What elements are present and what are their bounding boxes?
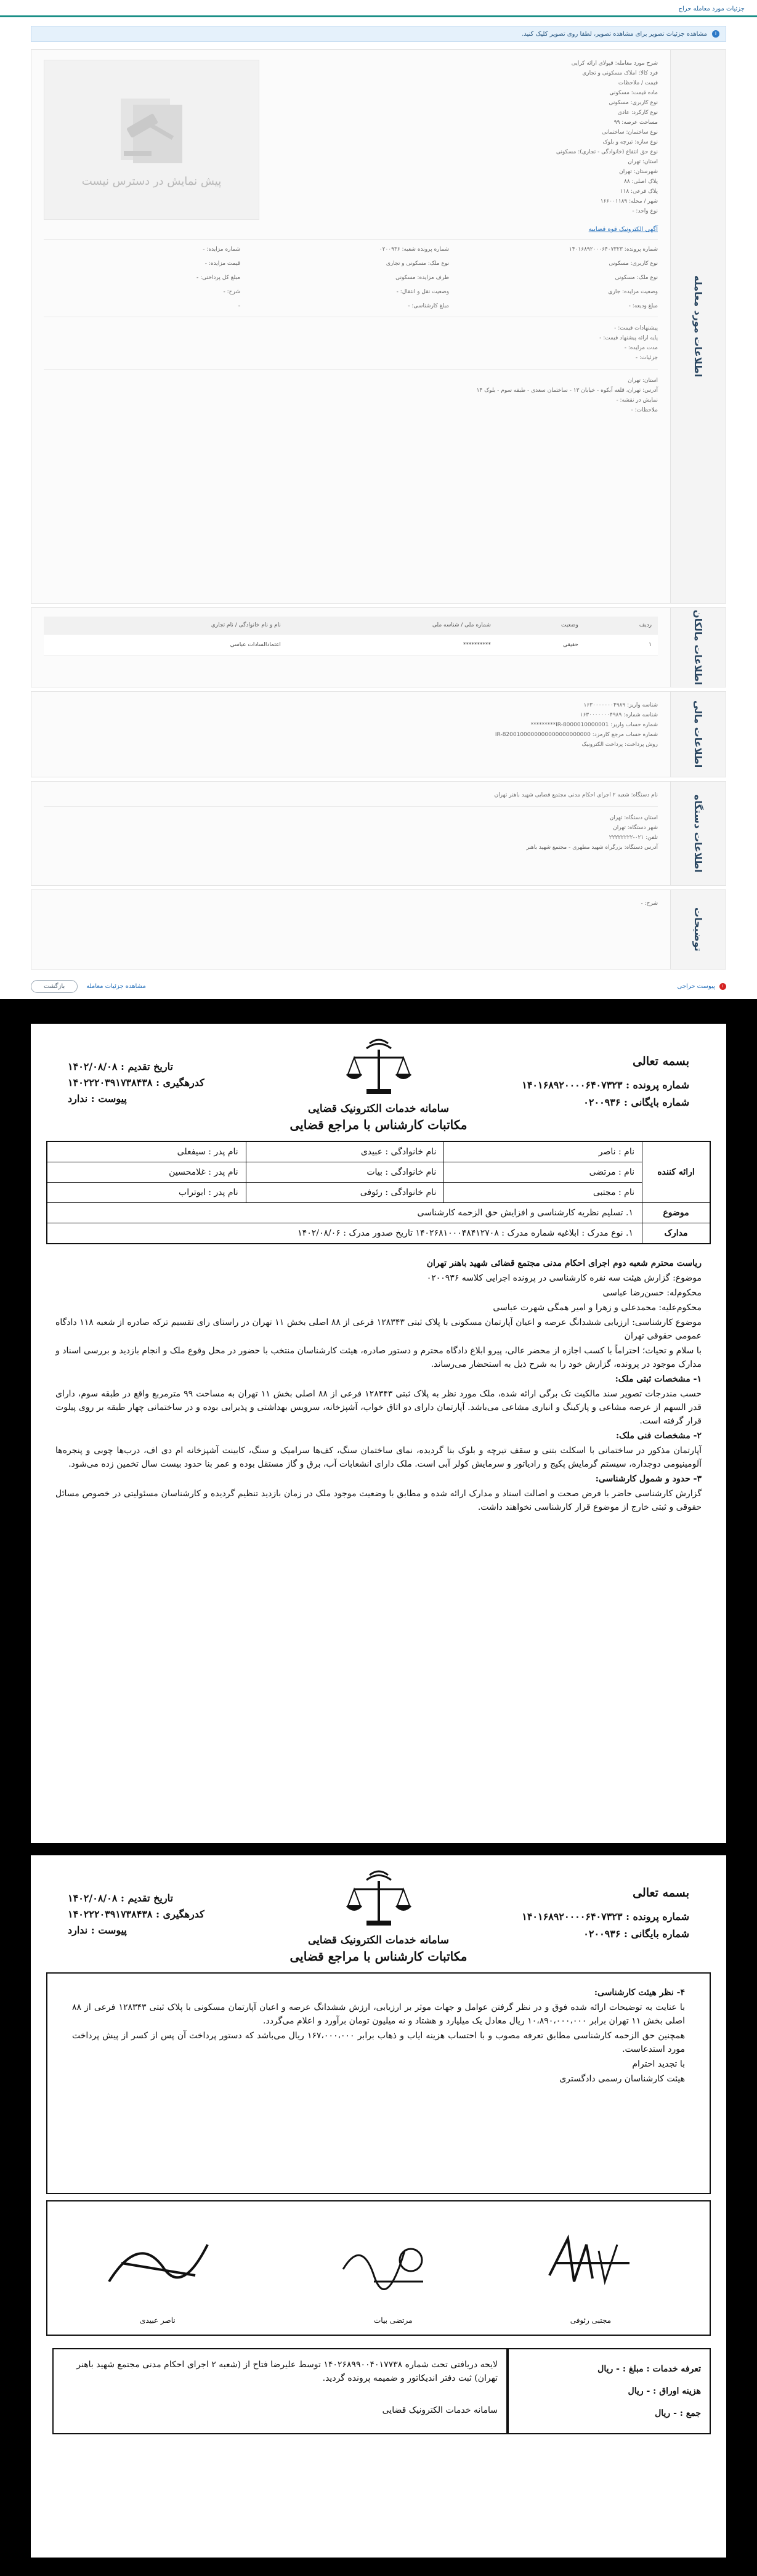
table-cell: حقیقی	[497, 634, 585, 656]
paragraph: ۲- مشخصات فنی ملک:	[616, 1431, 702, 1441]
document-page-2	[31, 1855, 726, 2558]
column-header: نام و نام خانوادگی / نام تجاری	[44, 617, 287, 634]
paragraph: محکوم‌علیه: محمدعلی و زهرا و امیر همگی شهرت عباسی	[493, 1303, 702, 1313]
grid-cell: شماره مزایده: -	[203, 246, 240, 253]
announcement-link[interactable]: آگهی الکترونیک قوه قضاییه	[588, 226, 658, 233]
submitters-grid	[47, 1142, 642, 1202]
signatures-box	[46, 2200, 711, 2336]
receipt-row	[46, 2348, 711, 2434]
person-cell: نام : مجتبی	[443, 1183, 642, 1202]
row-label: موضوع	[642, 1203, 710, 1223]
section-title	[670, 50, 726, 603]
signature-1-icon	[543, 2226, 636, 2300]
item-line: نوع واحد: -	[632, 208, 658, 214]
address-line: نمایش در نقشه: -	[616, 397, 658, 403]
item-line: شهر / محله: ۱۶۶۰۰۱۱۸۹	[600, 198, 658, 205]
person-cell: نام پدر : ابوتراب	[179, 1188, 238, 1197]
paragraph: ۱- مشخصات ثبتی ملک:	[615, 1374, 702, 1384]
financial-line: شناسه واریز: ۱۶۳۰۰۰۰۰۰۰۴۹۸۹	[583, 702, 658, 708]
archive-number: شماره بایگانی : ۰۲۰۰۹۳۶	[583, 1096, 689, 1108]
submitter-row	[47, 1142, 710, 1203]
breadcrumb-text: جزئیات مورد معامله حراج	[678, 6, 745, 12]
subject-row	[47, 1203, 710, 1223]
section-title-text: اطلاعات مالی	[692, 700, 704, 768]
person-cell: نام خانوادگی : رئوفی	[246, 1183, 444, 1202]
section-financial	[31, 691, 726, 777]
paragraph: حسب مندرجات تصویر سند مالکیت تک برگی ارائه شده، ملک مورد نظر به پلاک ثبتی ۱۲۸۳۴۳ فرعی از ۸۸ اصلی بخش ۱۱ تهران به مساحت ۹۹ مترمربع واقع در طبقه سوم، دارای قدر السهم از عرصه مشاعی و پارکینگ و انباری مشاعی می‌باشد. آپارتمان دارای دو اتاق خواب، آشپزخانه، سرویس بهداشتی و پذیرایی بوده و در ساختمانی چهار طبقه بر روی پیلوت قرار گرفته است.	[55, 1389, 702, 1426]
address-line: ملاحظات: -	[631, 407, 658, 413]
attachment-note: پیوست : ندارد	[68, 1924, 127, 1936]
file-number: شماره پرونده : ۱۴۰۱۶۸۹۲۰۰۰۰۶۴۰۷۳۲۳	[522, 1079, 689, 1091]
divider	[44, 806, 658, 807]
financial-line: روش پرداخت: پرداخت الکترونیک	[581, 742, 658, 748]
signer-name: مجتبی رئوفی	[570, 2316, 611, 2325]
submit-date: تاریخ تقدیم : ۱۴۰۲/۰۸/۰۸	[68, 1061, 173, 1072]
signer-name: ناصر عبیدی	[140, 2316, 176, 2325]
attachments-link[interactable]	[677, 983, 726, 990]
info-icon: i	[712, 30, 719, 38]
document-info-table	[46, 1141, 711, 1244]
paragraph: با سلام و تحیات؛ احتراماً با کسب اجازه از محضر عالی، پیرو ابلاغ دادگاه محترم و دستور صادره، هیئت کارشناسان منتخب با حضور در محل وقوع ملک و انجام بازدید و بررسی اسناد و مدارک موجود در پرونده، گزارش خود را به شرح ذیل به استحضار می‌رساند.	[55, 1346, 702, 1369]
notes-text: شرح: -	[641, 901, 658, 907]
person-cell: نام : ناصر	[443, 1142, 642, 1162]
gavel-icon	[108, 92, 195, 166]
financial-line: شماره حساب مرجع کارمزد: IR-8200100000000000000000000	[495, 732, 658, 738]
column-header: وضعیت	[497, 617, 585, 634]
tracking-code: کدرهگیری : ۱۴۰۲۲۲۰۳۹۱۷۳۸۴۳۸	[68, 1908, 204, 1920]
section-title-text: اطلاعات مورد معامله	[692, 275, 704, 378]
section-title-text: اطلاعات دستگاه	[692, 794, 704, 873]
section-body	[31, 50, 670, 603]
item-image-placeholder[interactable]	[44, 60, 259, 220]
section-item-info	[31, 49, 726, 604]
financial-line: شناسه شماره: ۱۶۳۰۰۰۰۰۰۰۴۹۸۹	[580, 712, 658, 718]
justice-scale-icon	[342, 1036, 416, 1098]
signature-3-icon	[103, 2226, 214, 2300]
document-body	[31, 1244, 726, 1528]
fee-line: جمع : - ریال	[655, 2408, 701, 2418]
section-title	[670, 608, 726, 687]
item-line: پلاک اصلی: ۸۸	[624, 179, 658, 185]
attachments-count-badge: ۱	[719, 983, 726, 990]
person-cell: نام پدر : غلامحسین	[47, 1162, 246, 1183]
financial-line: شماره حساب واریز: IR-8000010000001*********	[530, 722, 658, 728]
section-title	[670, 692, 726, 777]
footer-actions	[31, 978, 726, 994]
paragraph: گزارش کارشناسی حاضر با فرض صحت و اصالت اسناد و مدارک ارائه شده و مطابق با وضعیت موجود ملک در زمان بازدید تنظیم گردیده و کارشناسان مسئولیتی در خصوص مسائل حقوقی و ثبتی خارج از موضوع قرار کارشناسی نخواهند داشت.	[55, 1489, 702, 1512]
org-name: سامانه خدمات الکترونیک قضایی	[307, 1934, 450, 1946]
paragraph: موضوع کارشناسی: ارزیابی ششدانگ عرصه و اعیان آپارتمان مسکونی با پلاک ثبتی ۱۲۸۳۴۳ فرعی از ۸۸ اصلی بخش ۱۱ تهران در راستای رای تقسیم ترکه صادره از شعبه ۱۱۸ دادگاه عمومی حقوقی تهران	[55, 1318, 702, 1341]
fees-box	[508, 2348, 711, 2434]
file-number: شماره پرونده : ۱۴۰۱۶۸۹۲۰۰۰۰۶۴۰۷۳۲۳	[522, 1911, 689, 1922]
submit-date: تاریخ تقدیم : ۱۴۰۲/۰۸/۰۸	[68, 1892, 173, 1904]
paragraph: با عنایت به توضیحات ارائه شده فوق و در نظر گرفتن عوامل و جهات موثر بر ارزیابی، ارزش ششدانگ عرصه و اعیان آپارتمان مسکونی با پلاک ثبتی ۱۲۸۳۴۳ فرعی از ۸۸ اصلی بخش ۱۱ تهران برابر ۱۰،۸۹۰،۰۰۰،۰۰۰ ریال معادل یک میلیارد و هشتاد و نه میلیون تومان برآورد و اعلام می‌گردد.	[72, 2003, 685, 2026]
agency-line: تلفن: ۰۲۱-۲۲۲۲۲۲۲۲	[609, 835, 658, 841]
item-line: استان: تهران	[628, 159, 658, 165]
justice-scale-icon	[342, 1868, 416, 1929]
tracking-code: کدرهگیری : ۱۴۰۲۲۲۰۳۹۱۷۳۸۴۳۸	[68, 1077, 204, 1088]
column-header: ردیف	[585, 617, 658, 634]
grid-cell: نوع ملک: مسکونی و تجاری	[386, 261, 449, 267]
table-cell: ۱	[585, 634, 658, 656]
row-value: ۱. تسلیم نظریه کارشناسی و افزایش حق الزحمه کارشناسی	[417, 1208, 633, 1218]
document-header	[31, 1024, 726, 1135]
attachment-note: پیوست : ندارد	[68, 1093, 127, 1104]
image-placeholder-text: پیش نمایش در دسترس نیست	[81, 174, 222, 188]
person-cell: نام پدر : سیفعلی	[47, 1142, 246, 1162]
agency-line: شهر دستگاه: تهران	[613, 825, 658, 831]
divider	[44, 239, 658, 240]
divider	[44, 369, 658, 370]
documents-row	[47, 1223, 710, 1243]
paragraph: موضوع: گزارش هیئت سه نفره کارشناسی در پرونده اجرایی کلاسه ۰۲۰۰۹۳۶	[426, 1273, 702, 1283]
section-title-text: اطلاعات مالکان	[692, 609, 704, 686]
row-value	[47, 1142, 642, 1202]
agency-line: آدرس دستگاه: بزرگراه شهید مطهری - مجتمع شهید باهنر	[526, 844, 658, 851]
section-owners	[31, 607, 726, 687]
item-line: پلاک فرعی: ۱۱۸	[620, 188, 658, 195]
info-alert	[31, 26, 726, 42]
paragraph: با تجدید احترام	[632, 2059, 685, 2069]
paragraph: ریاست محترم شعبه دوم اجرای احکام مدنی مجتمع قضائی شهید باهنر تهران	[426, 1258, 702, 1268]
table-header-row	[44, 617, 658, 634]
grid-cell: قیمت مزایده: -	[204, 261, 240, 267]
section-title-text: توضیحات	[692, 907, 704, 952]
paragraph: محکوم‌له: حسن‌رضا عباسی	[602, 1288, 702, 1298]
grid-cell: شماره پرونده شعبه: ۰۲۰۰۹۳۶	[379, 246, 449, 253]
document-header	[31, 1855, 726, 1966]
fee-line: تعرفه خدمات : مبلغ : - ریال	[597, 2364, 701, 2374]
agency-line: نام دستگاه: شعبه ۲ اجرای احکام مدنی مجتمع قضایی شهید باهنر تهران	[494, 792, 658, 798]
price-line: جزئیات: -	[635, 355, 658, 361]
bismillah: بسمه تعالی	[633, 1055, 689, 1068]
document-viewer	[0, 999, 757, 2576]
column-header: شماره ملی / شناسه ملی	[287, 617, 497, 634]
org-subtitle: مکاتبات کارشناس با مراجع قضایی	[289, 1949, 468, 1964]
price-line: مدت مزایده: -	[624, 345, 658, 351]
grid-cell: مبلغ کل پرداختی: -	[196, 275, 240, 281]
section-body	[31, 890, 670, 969]
back-button[interactable]: بازگشت	[31, 980, 78, 993]
receipt-signature: سامانه خدمات الکترونیک قضایی	[382, 2405, 498, 2415]
address-line: آدرس: تهران، قلعه آبکوه - خیابان ۱۳ - ساختمان سعدی - طبقه سوم - بلوک ۱۴	[476, 387, 658, 394]
grid-cell: شماره پرونده: ۱۴۰۱۶۸۹۲۰۰۰۶۴۰۷۳۲۳	[569, 246, 658, 253]
person-cell: نام خانوادگی : عبیدی	[246, 1142, 444, 1162]
receipt-text: لایحه دریافتی تحت شماره ۱۴۰۲۶۸۹۹۰۰۴۰۱۷۷۳۸ توسط علیرضا فتاح از (شعبه ۲ اجرای احکام مدنی مجتمع شهید باهنر تهران) ثبت دفتر اندیکاتور و ضمیمه پرونده گردید.	[76, 2360, 498, 2383]
paragraph: ۳- حدود و شمول کارشناسی:	[595, 1474, 702, 1484]
signer-name: مرتضی بیات	[374, 2316, 413, 2325]
item-line: فرد کالا: املاک مسکونی و تجاری	[582, 70, 658, 76]
grid-cell: وضعیت مزایده: جاری	[608, 289, 658, 295]
item-line: نوع کارکرد: عادی	[617, 110, 658, 116]
grid-cell: مبلغ کارشناسی: -	[408, 303, 449, 309]
paragraph: آپارتمان مذکور در ساختمانی با اسکلت بتنی و سقف تیرچه و بلوک بنا گردیده، نمای ساختمان سنگ، کف‌ها سرامیک و سنگ، کابینت آشپزخانه ام دی اف، درب‌ها چوبی و پنجره‌ها آلومینیومی دوجداره، سیستم گرمایش پکیج و رادیاتور و سرمایش کولر آبی است. ملک دارای انشعابات آب، برق و گاز مستقل بوده و عمر بنا حدود بیست سال تخمین زده می‌شود.	[55, 1446, 702, 1469]
fee-line: هزینه اوراق : - ریال	[628, 2386, 701, 2396]
details-sections	[31, 49, 726, 970]
row-label: مدارک	[642, 1223, 710, 1243]
details-link[interactable]: مشاهده جزئیات معامله	[86, 982, 146, 990]
grid-cell: وضعیت نقل و انتقال: -	[396, 289, 449, 295]
grid-cell: طرف مزایده: مسکونی	[395, 275, 449, 281]
item-line: نوع کاربری: مسکونی	[609, 100, 658, 106]
table-row	[44, 634, 658, 656]
grid-cell: -	[238, 303, 240, 309]
owners-table	[44, 617, 658, 656]
item-lines	[313, 59, 658, 216]
footer-left-group	[31, 980, 146, 993]
section-body	[31, 782, 670, 885]
announcement-link-row	[44, 226, 658, 233]
section-body	[31, 608, 670, 687]
document-page-1	[31, 1024, 726, 1843]
section-title	[670, 890, 726, 969]
table-cell: اعتمادالسادات عباسی	[44, 634, 287, 656]
item-line: مساحت عرصه: ۹۹	[613, 119, 658, 126]
archive-number: شماره بایگانی : ۰۲۰۰۹۳۶	[583, 1928, 689, 1940]
paragraph: هیئت کارشناسان رسمی دادگستری	[559, 2074, 685, 2084]
address-line: استان: تهران	[628, 378, 658, 384]
item-line: شهرستان: تهران	[619, 169, 658, 175]
paragraph: ۴- نظر هیئت کارشناسی:	[594, 1988, 685, 1998]
attachments-label: پیوست حراجی	[677, 982, 715, 990]
section-agency	[31, 781, 726, 886]
item-line: نوع ساختمان: ساختمانی	[602, 129, 658, 136]
section-body	[31, 692, 670, 777]
breadcrumb	[0, 0, 757, 17]
price-line: پیشنهادات قیمت: -	[614, 325, 658, 331]
grid-cell: مبلغ ودیعه: -	[628, 303, 658, 309]
person-cell: نام : مرتضی	[443, 1162, 642, 1183]
bismillah: بسمه تعالی	[633, 1886, 689, 1900]
item-line: ماده قیمت: مسکونی	[609, 90, 658, 96]
person-cell: نام خانوادگی : بیات	[246, 1162, 444, 1183]
signature-2-icon	[337, 2226, 435, 2300]
row-value: ۱. نوع مدرک : ابلاغیه شماره مدرک : ۱۴۰۲۶۸۱۰۰۰۴۸۴۱۲۷۰۸ تاریخ صدور مدرک : ۱۴۰۲/۰۸/۰۶	[298, 1228, 633, 1238]
item-line: نوع سازه: تیرچه و بلوک	[602, 139, 658, 145]
agency-line: استان دستگاه: تهران	[609, 815, 658, 821]
grid-cell: نوع ملک: مسکونی	[615, 275, 658, 281]
org-subtitle: مکاتبات کارشناس با مراجع قضایی	[289, 1117, 468, 1132]
item-line: شرح مورد معامله: قپولای ارائه کرایی	[571, 60, 658, 67]
price-line: پایه ارائه پیشنهاد قیمت: -	[599, 335, 658, 341]
opinion-box	[46, 1972, 711, 2194]
receipt-box	[52, 2348, 508, 2434]
paragraph: همچنین حق الزحمه کارشناسی مطابق تعرفه مصوب و با احتساب هزینه ایاب و ذهاب برابر ۱۶۷،۰۰۰،۰۰۰ ریال می‌باشد که دستور پرداخت آن پس از کسر از پیش پرداخت مورد استدعاست.	[72, 2031, 685, 2054]
item-grid	[44, 246, 658, 310]
grid-cell: شرح: -	[223, 289, 240, 295]
section-title	[670, 782, 726, 885]
alert-text: مشاهده جزئیات تصویر برای مشاهده تصویر، لطفا روی تصویر کلیک کنید.	[522, 30, 707, 38]
grid-cell: نوع کاربری: مسکونی	[609, 261, 658, 267]
section-notes	[31, 889, 726, 970]
row-label: ارائه کننده	[642, 1142, 710, 1202]
item-line: نوع حق انتفاع (خانوادگی - تجاری): مسکونی	[556, 149, 658, 155]
item-line: قیمت / ملاحظات	[618, 80, 658, 86]
table-cell: **********	[287, 634, 497, 656]
org-name: سامانه خدمات الکترونیک قضایی	[307, 1103, 450, 1115]
